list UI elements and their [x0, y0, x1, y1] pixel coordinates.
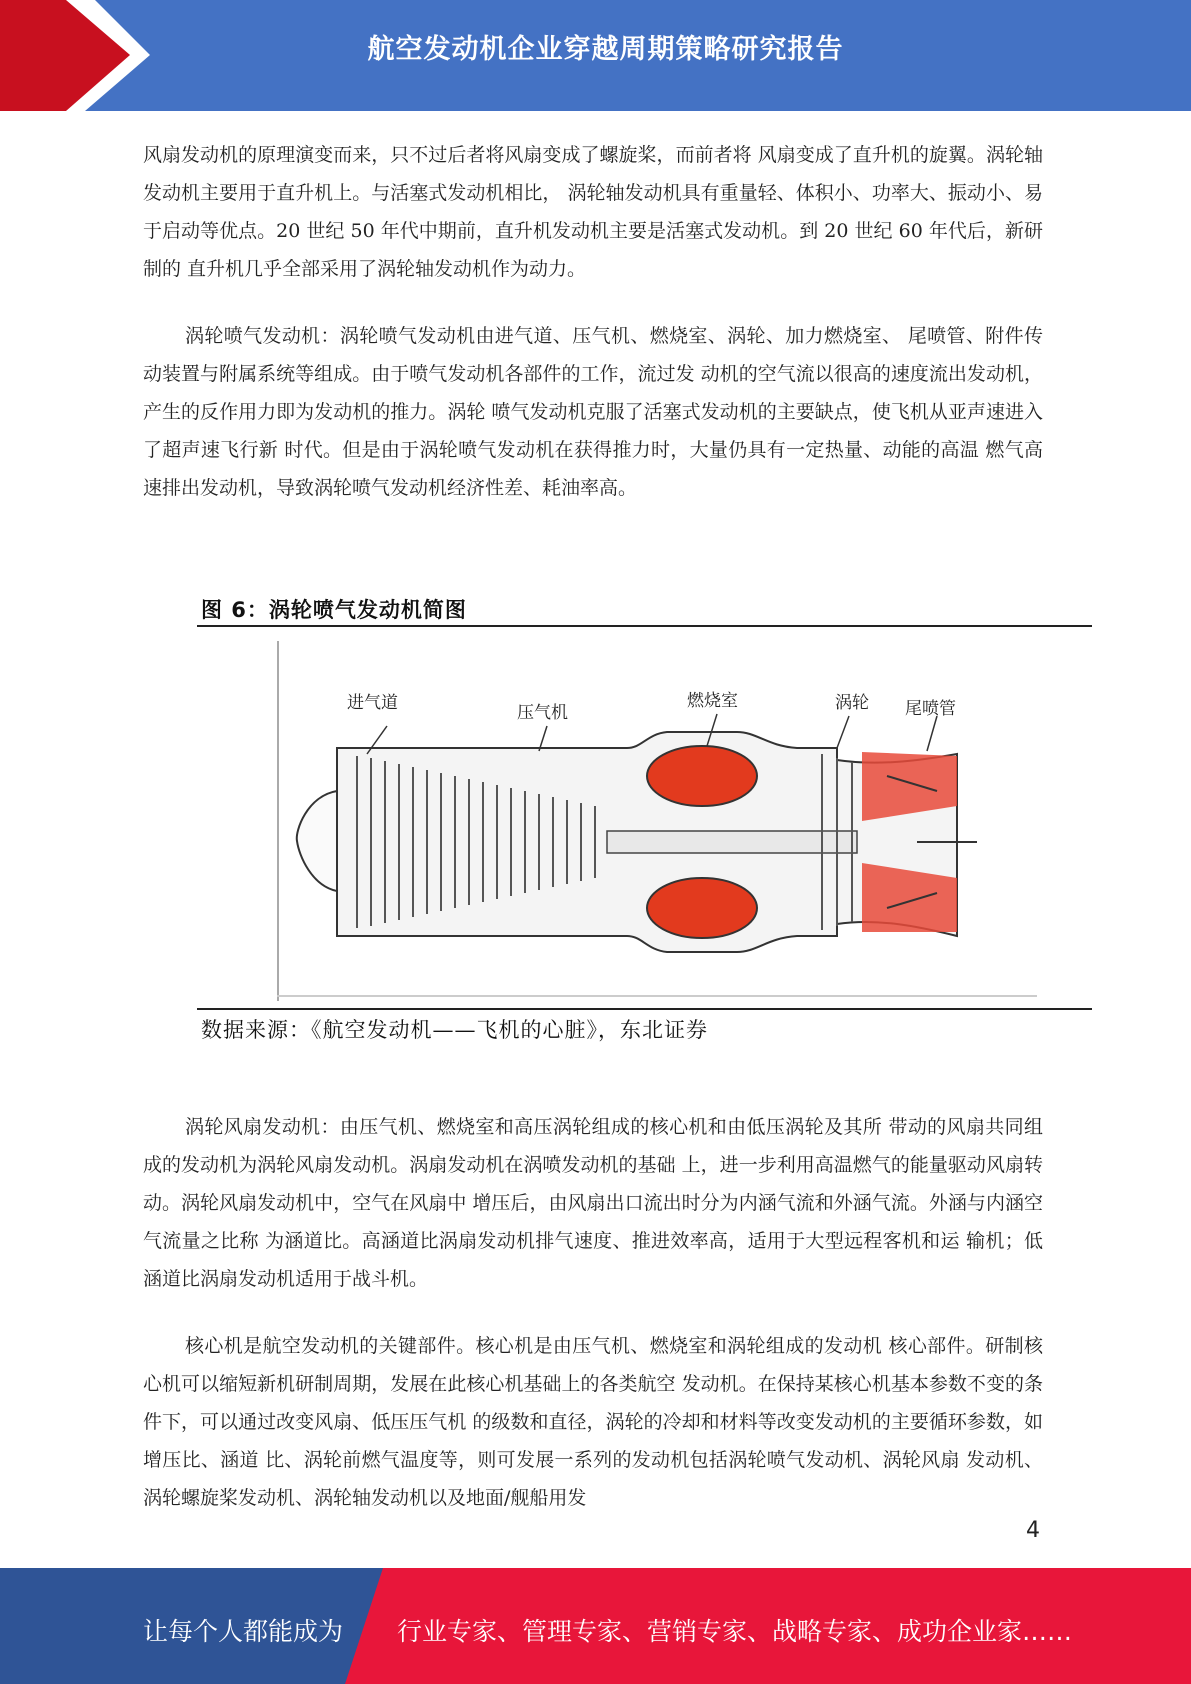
footer-slogan-lead: 让每个人都能成为 — [143, 1617, 344, 1646]
turbojet-engine-diagram — [277, 636, 1037, 1001]
paragraph-turbofan: 涡轮风扇发动机：由压气机、燃烧室和高压涡轮组成的核心机和由低压涡轮及其所 带动的风扇共同组成的发动机为涡轮风扇发动机。涡扇发动机在涡喷发动机的基础 上，进一步利用高温燃气的能量驱动风扇转动。涡轮风扇发动机中，空气在风扇中 增压后，由风扇出口流出时分为内涵气流和外涵气流。外涵与内涵空气流量之比称 为涵道比。高涵道比涡扇发动机排气速度、推进效率高，适用于大型远程客机和运 输机；低涵道比涡扇发动机适用于战斗机。 — [143, 1116, 1043, 1290]
label-nozzle: 尾喷管 — [905, 699, 956, 719]
label-combustor: 燃烧室 — [687, 691, 738, 711]
paragraph-core-engine: 核心机是航空发动机的关键部件。核心机是由压气机、燃烧室和涡轮组成的发动机 核心部件。研制核心机可以缩短新机研制周期，发展在此核心机基础上的各类航空 发动机。在保持某核心机基本参数不变的条件下，可以通过改变风扇、低压压气机 的级数和直径，涡轮的冷却和材料等改变发动机的主要循环参数，如增压比、涵道 比、涡轮前燃气温度等，则可发展一系列的发动机包括涡轮喷气发动机、涡轮风扇 发动机、涡轮螺旋桨发动机、涡轮轴发动机以及地面/舰船用发 — [143, 1335, 1043, 1509]
figure-top-rule — [197, 625, 1092, 627]
figure-source: 数据来源：《航空发动机——飞机的心脏》，东北证券 — [201, 1018, 708, 1042]
label-turbine: 涡轮 — [835, 693, 869, 713]
report-title: 航空发动机企业穿越周期策略研究报告 — [367, 34, 844, 65]
report-header — [0, 0, 1191, 111]
paragraph-turboshaft: 风扇发动机的原理演变而来，只不过后者将风扇变成了螺旋桨，而前者将 风扇变成了直升机的旋翼。涡轮轴发动机主要用于直升机上。与活塞式发动机相比， 涡轮轴发动机具有重量轻、体积小、功率大、振动小、易于启动等优点。20 世纪 50 年代中期前，直升机发动机主要是活塞式发动机。到 20 世纪 60 年代后，新研制的 直升机几乎全部采用了涡轮轴发动机作为动力。 — [143, 144, 1043, 280]
label-compressor: 压气机 — [517, 703, 568, 723]
label-inlet: 进气道 — [347, 693, 398, 713]
footer-slogan-tail: 行业专家、管理专家、营销专家、战略专家、成功企业家…… — [397, 1617, 1073, 1646]
figure-turbojet-diagram — [197, 584, 1092, 1044]
figure-bottom-rule — [197, 1008, 1092, 1010]
figure-title: 图 6：涡轮喷气发动机简图 — [201, 598, 467, 622]
page-number: 4 — [1026, 1518, 1040, 1543]
paragraph-turbojet: 涡轮喷气发动机：涡轮喷气发动机由进气道、压气机、燃烧室、涡轮、加力燃烧室、 尾喷管、附件传动装置与附属系统等组成。由于喷气发动机各部件的工作，流过发 动机的空气流以很高的速度流出发动机，产生的反作用力即为发动机的推力。涡轮 喷气发动机克服了活塞式发动机的主要缺点，使飞机从亚声速进入了超声速飞行新 时代。但是由于涡轮喷气发动机在获得推力时，大量仍具有一定热量、动能的高温 燃气高速排出发动机，导致涡轮喷气发动机经济性差、耗油率高。 — [143, 325, 1043, 499]
